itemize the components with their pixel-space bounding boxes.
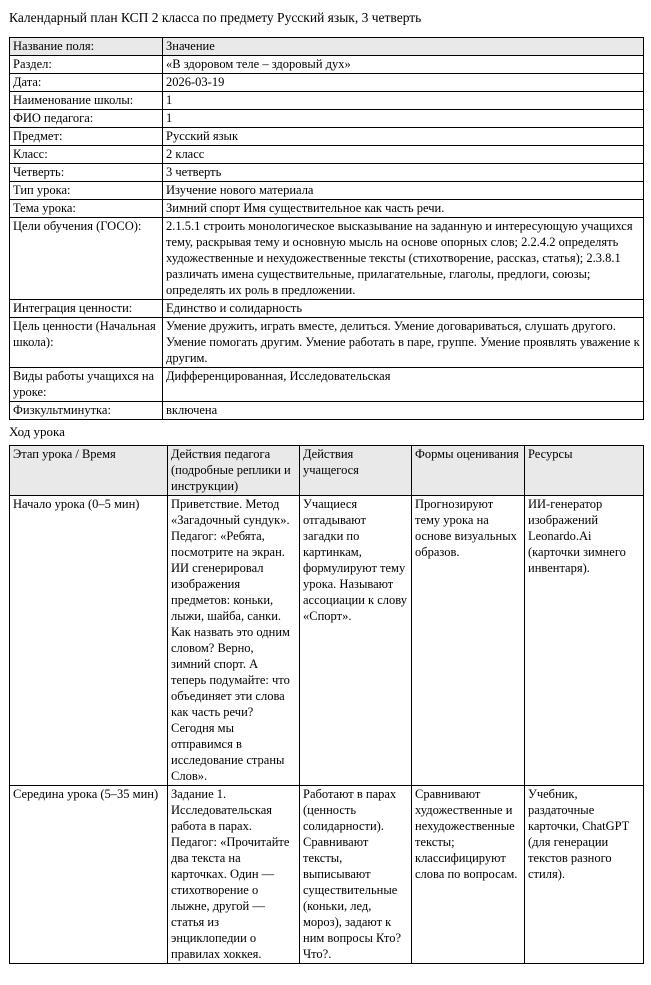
field-name: Раздел: [10, 56, 163, 74]
table-row [10, 110, 644, 128]
table-row [10, 92, 644, 110]
field-value: 2 класс [163, 146, 644, 164]
field-name: Наименование школы: [10, 92, 163, 110]
field-name: Тема урока: [10, 200, 163, 218]
field-name: Физкультминутка: [10, 402, 163, 420]
field-name: Цель ценности (Начальная школа): [10, 318, 163, 368]
assessment-cell: Сравнивают художественные и нехудожественные тексты; классифицируют слова по вопросам. [412, 786, 525, 964]
field-name: Дата: [10, 74, 163, 92]
field-name: Виды работы учащихся на уроке: [10, 368, 163, 402]
lesson-header-student-actions: Действия учащегося [300, 446, 412, 496]
field-value: 1 [163, 110, 644, 128]
student-actions-cell: Работают в парах (ценность солидарности). Сравнивают тексты, выписывают существительные (коньки, лед, мороз), задают к ним вопросы Кто? Что?. [300, 786, 412, 964]
field-value: Изучение нового материала [163, 182, 644, 200]
table-row [10, 218, 644, 300]
table-row [10, 786, 644, 964]
teacher-actions-cell: Задание 1. Исследовательская работа в парах. Педагог: «Прочитайте два текста на карточках. Один — стихотворение о лыжне, другой — статья из энциклопедии о правилах хоккея. [168, 786, 300, 964]
lesson-header-stage: Этап урока / Время [10, 446, 168, 496]
student-actions-cell: Учащиеся отгадывают загадки по картинкам, формулируют тему урока. Называют ассоциации к слову «Спорт». [300, 496, 412, 786]
field-value: включена [163, 402, 644, 420]
teacher-actions-cell: Приветствие. Метод «Загадочный сундук». Педагог: «Ребята, посмотрите на экран. ИИ сгенерировал изображения предметов: коньки, лыжи, шайба, санки. Как назвать это одним словом? Верно, зимний спорт. А теперь подумайте: что объединяет эти слова как часть речи? Сегодня мы отправимся в исследование страны Слов». [168, 496, 300, 786]
field-value: 2026-03-19 [163, 74, 644, 92]
page-title: Календарный план КСП 2 класса по предмету Русский язык, 3 четверть [9, 10, 422, 25]
field-name: ФИО педагога: [10, 110, 163, 128]
table-row [10, 402, 644, 420]
table-row [10, 56, 644, 74]
section-heading: Ход урока [9, 424, 65, 439]
assessment-cell: Прогнозируют тему урока на основе визуальных образов. [412, 496, 525, 786]
field-value: 2.1.5.1 строить монологическое высказывание на заданную и интересующую учащихся тему, раскрывая тему и основную мысль на основе опорных слов; 2.2.4.2 определять художественные и нехудожественные тексты (стихотворение, рассказ, статья); 2.3.8.1 различать имена существительные, прилагательные, глаголы, предлоги, союзы; определять их роль в предложении. [163, 218, 644, 300]
field-name: Предмет: [10, 128, 163, 146]
resources-cell: ИИ-генератор изображений Leonardo.Ai (карточки зимнего инвентаря). [525, 496, 644, 786]
table-row [10, 182, 644, 200]
lesson-flow-table [9, 445, 644, 964]
table-row [10, 74, 644, 92]
field-value: Зимний спорт Имя существительное как часть речи. [163, 200, 644, 218]
field-value: Умение дружить, играть вместе, делиться. Умение договариваться, слушать другого. Умение помогать другим. Умение работать в паре, группе. Умение проявлять уважение к другим. [163, 318, 644, 368]
lesson-header-assessment: Формы оценивания [412, 446, 525, 496]
table-row [10, 146, 644, 164]
field-name: Интеграция ценности: [10, 300, 163, 318]
lesson-header-resources: Ресурсы [525, 446, 644, 496]
table-row [10, 164, 644, 182]
field-value: Дифференцированная, Исследовательская [163, 368, 644, 402]
table-row [10, 496, 644, 786]
table-row [10, 318, 644, 368]
field-value: Русский язык [163, 128, 644, 146]
stage-cell: Середина урока (5–35 мин) [10, 786, 168, 964]
table-row [10, 128, 644, 146]
lesson-info-table [9, 37, 644, 420]
table-row [10, 300, 644, 318]
field-name: Цели обучения (ГОСО): [10, 218, 163, 300]
lesson-header-teacher-actions: Действия педагога (подробные реплики и инструкции) [168, 446, 300, 496]
lesson-table-header-row [10, 446, 644, 496]
stage-cell: Начало урока (0–5 мин) [10, 496, 168, 786]
table-row [10, 200, 644, 218]
field-value: «В здоровом теле – здоровый дух» [163, 56, 644, 74]
field-name: Класс: [10, 146, 163, 164]
info-header-value: Значение [163, 38, 644, 56]
field-value: 3 четверть [163, 164, 644, 182]
field-name: Четверть: [10, 164, 163, 182]
info-header-field-name: Название поля: [10, 38, 163, 56]
info-table-header-row [10, 38, 644, 56]
field-name: Тип урока: [10, 182, 163, 200]
field-value: 1 [163, 92, 644, 110]
table-row [10, 368, 644, 402]
field-value: Единство и солидарность [163, 300, 644, 318]
resources-cell: Учебник, раздаточные карточки, ChatGPT (для генерации текстов разного стиля). [525, 786, 644, 964]
